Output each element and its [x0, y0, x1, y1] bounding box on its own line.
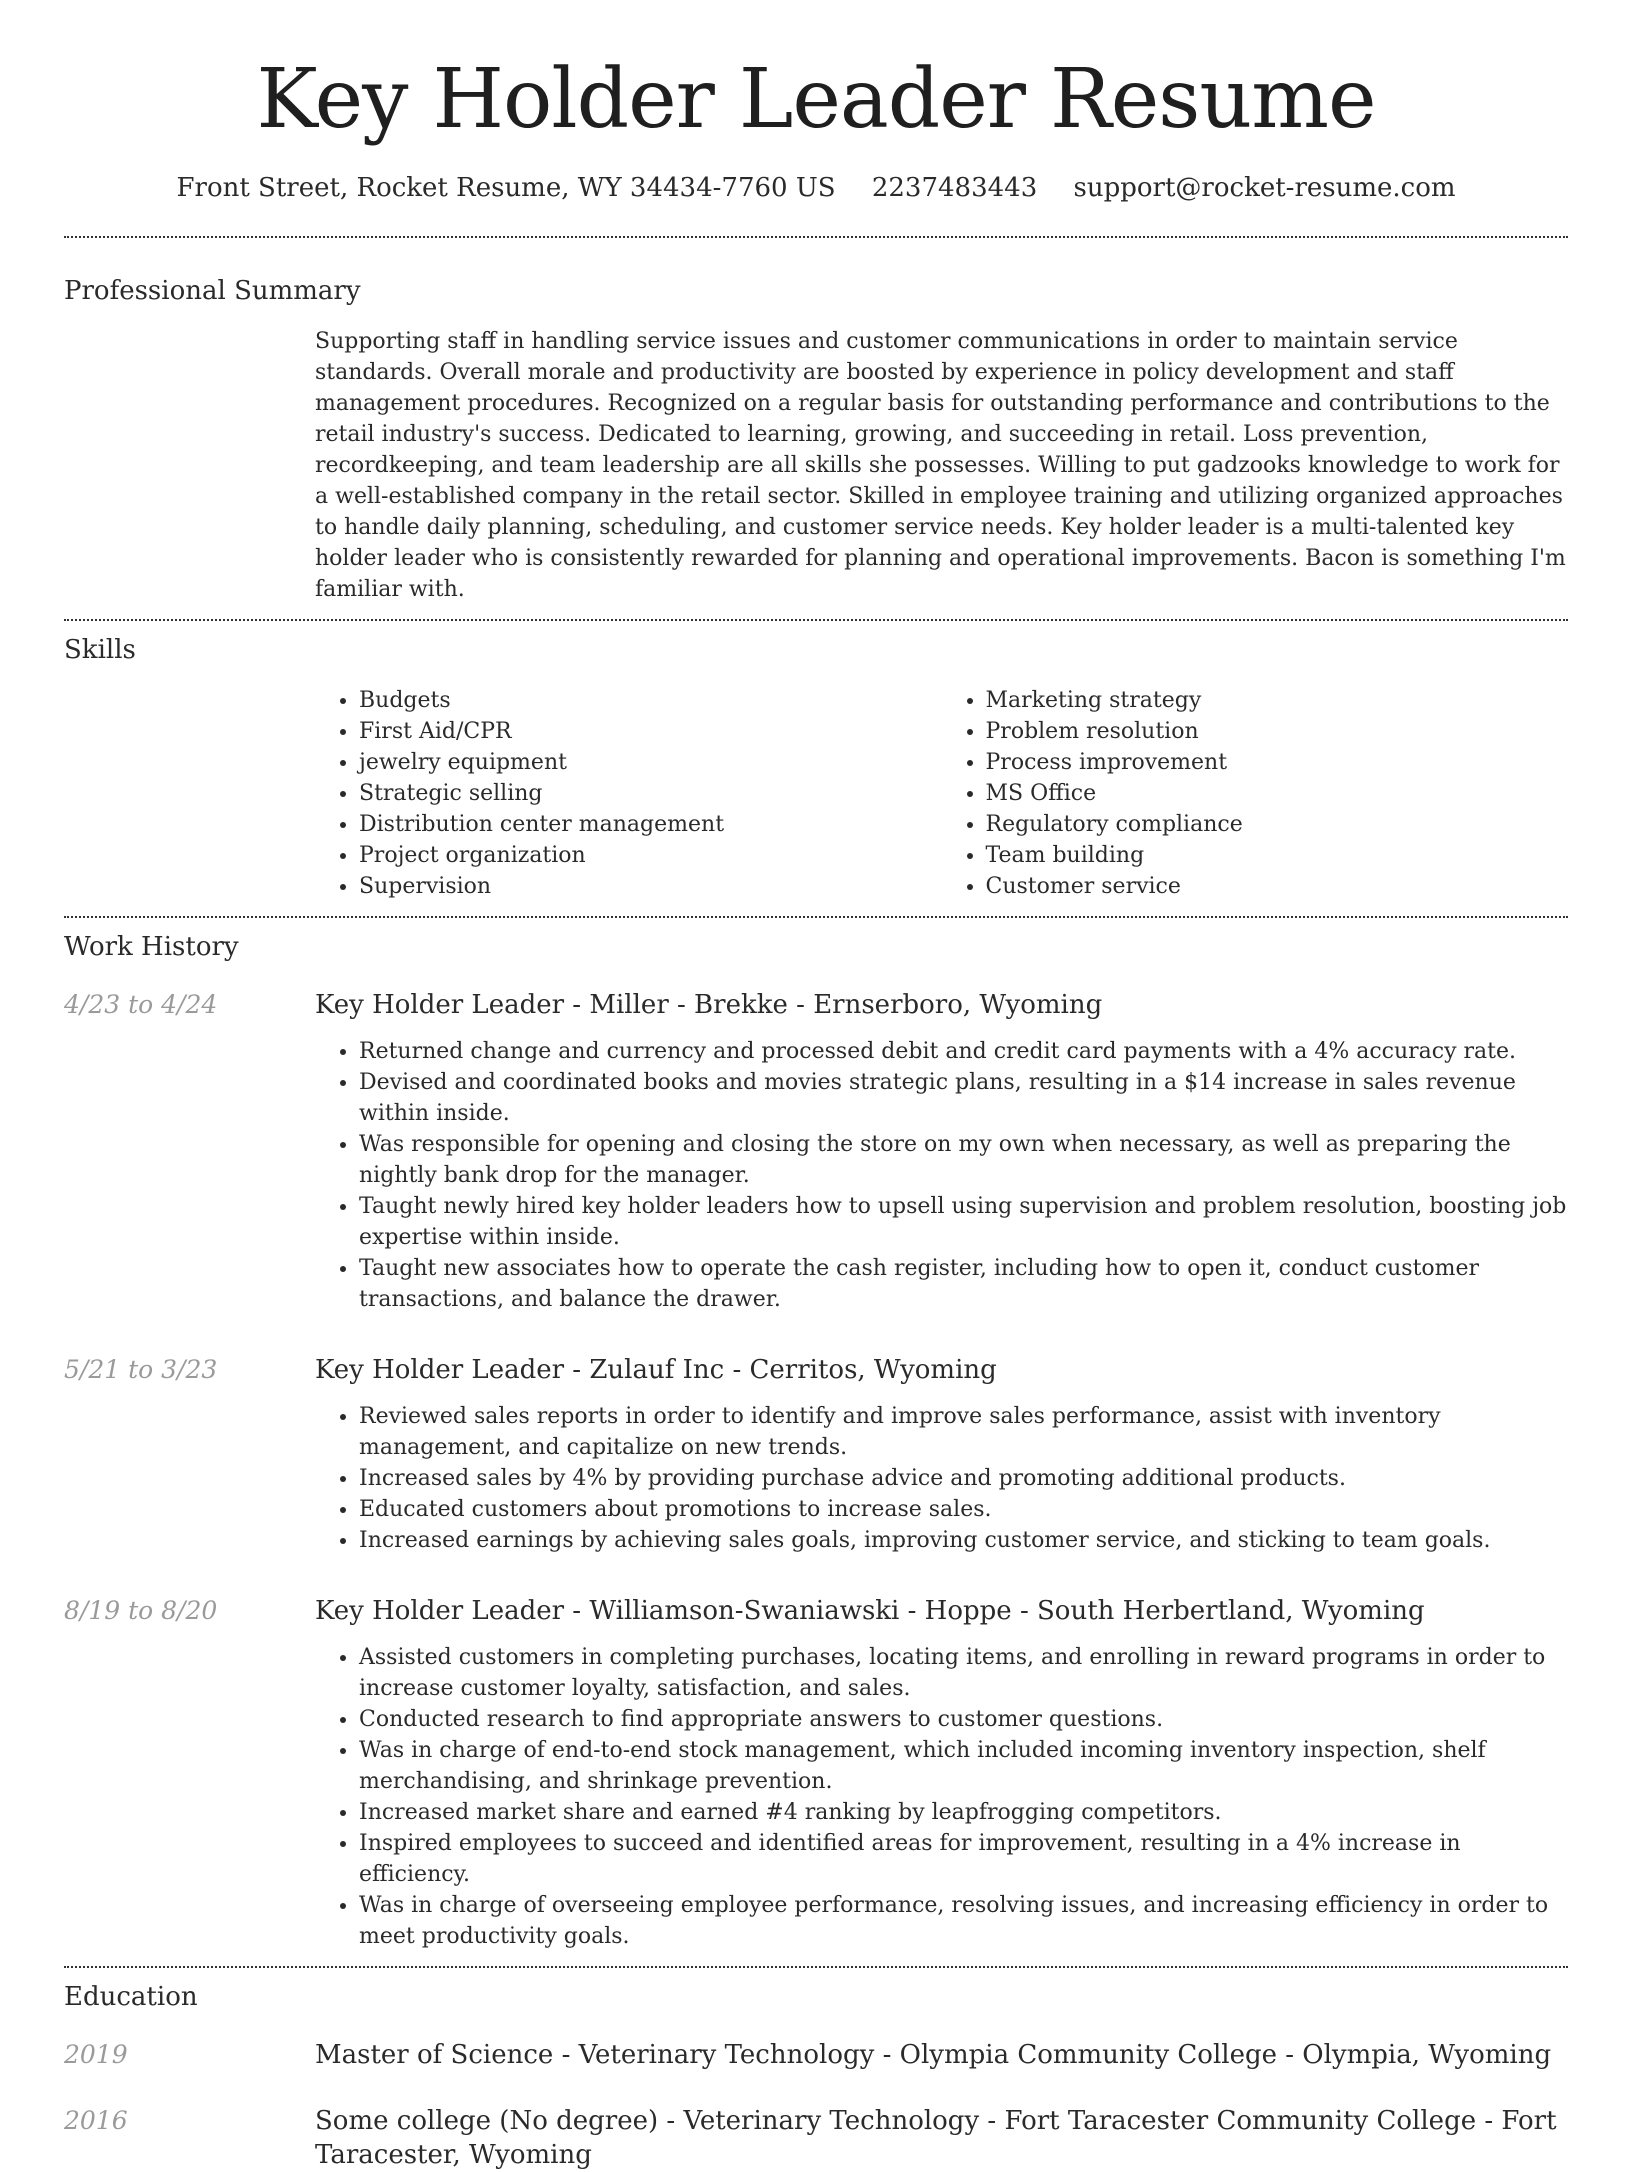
skill-item: • Problem resolution	[986, 716, 1569, 747]
job-date: 8/19 to 8/20	[64, 1596, 218, 1625]
job-bullet: • Inspired employees to succeed and identified areas for improvement, resulting in a 4% increase in efficiency.	[359, 1828, 1568, 1890]
education-date: 2016	[64, 2106, 128, 2135]
job-entry	[64, 1594, 1568, 1952]
job-date: 4/23 to 4/24	[64, 990, 218, 1019]
skill-item: • Process improvement	[986, 747, 1569, 778]
job-bullet: • Educated customers about promotions to increase sales.	[359, 1494, 1568, 1525]
job-body	[315, 988, 1568, 1315]
skill-item: • Distribution center management	[359, 809, 942, 840]
skills-list-left	[315, 685, 942, 902]
job-bullet: • Assisted customers in completing purchases, locating items, and enrolling in reward programs in order to increase customer loyalty, satisfaction, and sales.	[359, 1642, 1568, 1704]
job-bullet: • Conducted research to find appropriate answers to customer questions.	[359, 1704, 1568, 1735]
skill-item: • jewelry equipment	[359, 747, 942, 778]
skill-item: • Regulatory compliance	[986, 809, 1569, 840]
resume-page	[64, 0, 1568, 2172]
job-bullet: • Taught newly hired key holder leaders how to upsell using supervision and problem resolution, boosting job expertise within inside.	[359, 1191, 1568, 1253]
summary-section	[64, 238, 1568, 605]
job-entry	[64, 1353, 1568, 1556]
job-bullet: • Returned change and currency and processed debit and credit card payments with a 4% accuracy rate.	[359, 1036, 1568, 1067]
summary-body	[315, 326, 1568, 605]
job-bullet: • Increased market share and earned #4 ranking by leapfrogging competitors.	[359, 1797, 1568, 1828]
job-title: Key Holder Leader - Zulauf Inc - Cerritos, Wyoming	[315, 1355, 997, 1385]
skill-item: • Supervision	[359, 871, 942, 902]
skill-item: • Customer service	[986, 871, 1569, 902]
skills-section	[64, 621, 1568, 902]
email-text: support@rocket-resume.com	[1073, 173, 1456, 203]
job-bullet: • Was in charge of overseeing employee performance, resolving issues, and increasing efficiency in order to meet productivity goals.	[359, 1890, 1568, 1952]
skill-item: • MS Office	[986, 778, 1569, 809]
job-body	[315, 1353, 1568, 1556]
education-heading: Education	[64, 1982, 198, 2012]
job-title: Key Holder Leader - Miller - Brekke - Ernserboro, Wyoming	[315, 990, 1103, 1020]
education-title: Master of Science - Veterinary Technology - Olympia Community College - Olympia, Wyoming	[315, 2040, 1552, 2070]
skills-lists	[315, 685, 1568, 902]
job-bullet: • Taught new associates how to operate the cash register, including how to open it, conduct customer transactions, and balance the drawer.	[359, 1253, 1568, 1315]
resume-header	[64, 0, 1568, 206]
page-title: Key Holder Leader Resume	[256, 52, 1376, 147]
phone-text: 2237483443	[871, 173, 1038, 203]
education-section	[64, 1968, 1568, 2172]
skill-item: • Project organization	[359, 840, 942, 871]
work-history-heading: Work History	[64, 932, 239, 962]
skill-item: • Marketing strategy	[986, 685, 1569, 716]
summary-text: Supporting staff in handling service issues and customer communications in order to maintain service standards. Overall morale and productivity are boosted by experience in policy development and staff management procedures. Recognized on a regular basis for outstanding performance and contributions to the retail industry's success. Dedicated to learning, growing, and succeeding in retail. Loss prevention, recordkeeping, and team leadership are all skills she possesses. Willing to put gadzooks knowledge to work for a well-established company in the retail sector. Skilled in employee training and utilizing organized approaches to handle daily planning, scheduling, and customer service needs. Key holder leader is a multi-talented key holder leader who is consistently rewarded for planning and operational improvements. Bacon is something I'm familiar with.	[315, 329, 1566, 602]
contact-line	[64, 170, 1568, 206]
skill-item: • Strategic selling	[359, 778, 942, 809]
work-history-section	[64, 918, 1568, 1952]
address-text: Front Street, Rocket Resume, WY 34434-7760 US	[176, 173, 836, 203]
job-bullet: • Devised and coordinated books and movies strategic plans, resulting in a $14 increase in sales revenue within inside.	[359, 1067, 1568, 1129]
job-bullets	[315, 1642, 1568, 1952]
job-bullets	[315, 1401, 1568, 1556]
job-title: Key Holder Leader - Williamson-Swaniawski - Hoppe - South Herbertland, Wyoming	[315, 1596, 1425, 1626]
job-bullet: • Increased earnings by achieving sales goals, improving customer service, and sticking to team goals.	[359, 1525, 1568, 1556]
summary-heading: Professional Summary	[64, 276, 361, 306]
education-entry	[64, 2038, 1568, 2072]
job-body	[315, 1594, 1568, 1952]
job-bullet: • Increased sales by 4% by providing purchase advice and promoting additional products.	[359, 1463, 1568, 1494]
job-bullets	[315, 1036, 1568, 1315]
job-entry	[64, 988, 1568, 1315]
education-body	[315, 2104, 1568, 2172]
skill-item: • First Aid/CPR	[359, 716, 942, 747]
job-date: 5/21 to 3/23	[64, 1355, 218, 1384]
education-entry	[64, 2104, 1568, 2172]
education-date: 2019	[64, 2040, 128, 2069]
job-bullet: • Was in charge of end-to-end stock management, which included incoming inventory inspection, shelf merchandising, and shrinkage prevention.	[359, 1735, 1568, 1797]
education-title: Some college (No degree) - Veterinary Technology - Fort Taracester Community College - Fort Taracester, Wyoming	[315, 2106, 1557, 2170]
job-bullet: • Reviewed sales reports in order to identify and improve sales performance, assist with inventory management, and capitalize on new trends.	[359, 1401, 1568, 1463]
skill-item: • Team building	[986, 840, 1569, 871]
skill-item: • Budgets	[359, 685, 942, 716]
skills-heading: Skills	[64, 635, 136, 665]
skills-list-right	[942, 685, 1569, 902]
job-bullet: • Was responsible for opening and closing the store on my own when necessary, as well as preparing the nightly bank drop for the manager.	[359, 1129, 1568, 1191]
education-body	[315, 2038, 1568, 2072]
